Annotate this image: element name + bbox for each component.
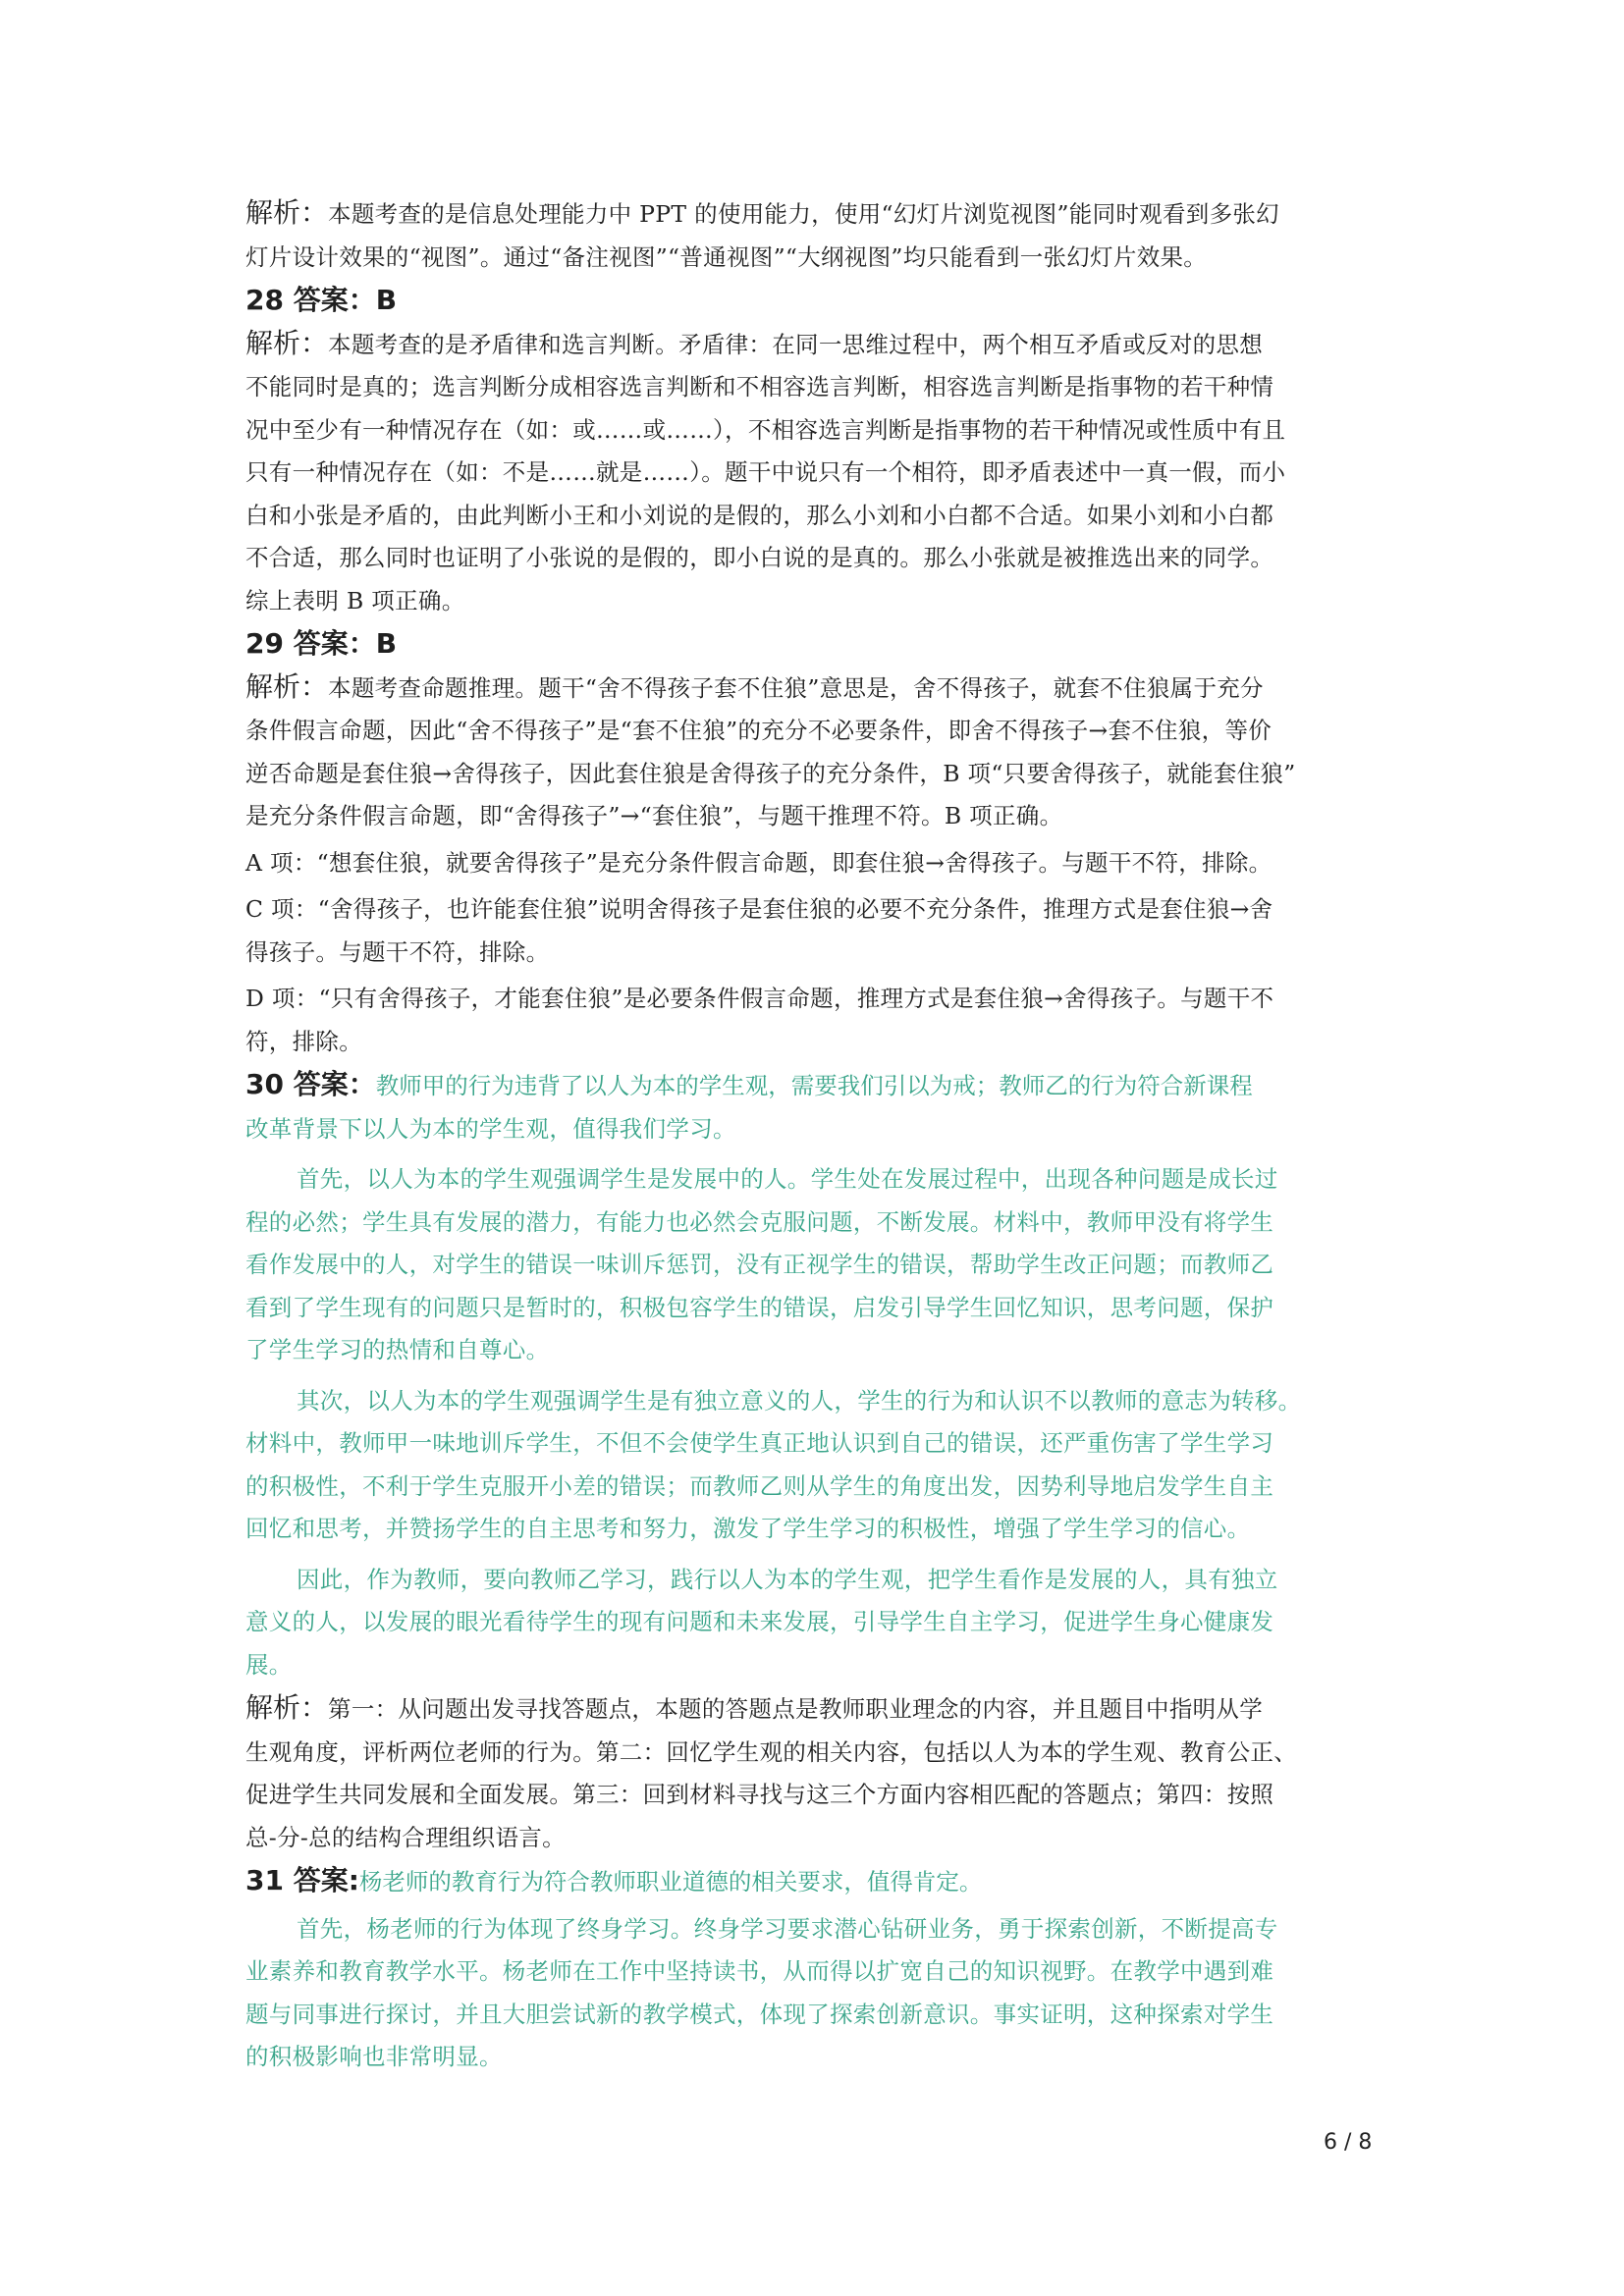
analysis-line: 总-分-总的结构合理组织语言。 — [245, 1823, 566, 1851]
q31-answer: 杨老师的教育行为符合教师职业道德的相关要求，值得肯定。 — [358, 1868, 983, 1896]
analysis-line: 不能同时是真的；选言判断分成相容选言判断和不相容选言判断，相容选言判断是指事物的若干种情 — [245, 373, 1274, 400]
analysis-line: 灯片设计效果的“视图”。通过“备注视图”“普通视图”“大纲视图”均只能看到一张幻灯片效果。 — [245, 242, 1208, 271]
q31-block — [245, 1859, 1380, 2079]
analysis-line: 不合适，那么同时也证明了小张说的是假的，即小白说的是真的。那么小张就是被推选出来的同学。 — [245, 544, 1274, 571]
answer-line: 的积极性，不利于学生克服开小差的错误；而教师乙则从学生的角度出发，因势利导地启发学生自主 — [245, 1471, 1274, 1500]
answer-line: 业素养和教育教学水平。杨老师在工作中坚持读书，从而得以扩宽自己的知识视野。在教学中遇到难 — [245, 1957, 1274, 1985]
analysis-line: 促进学生共同发展和全面发展。第三：回到材料寻找与这三个方面内容相匹配的答题点；第四：按照 — [245, 1781, 1274, 1808]
analysis-line: 是充分条件假言命题，即“舍得孩子”→“套住狼”，与题干推理不符。B 项正确。 — [245, 802, 1063, 829]
analysis-line: 综上表明 B 项正确。 — [245, 586, 465, 614]
q30-paragraph-3 — [245, 1559, 1380, 1687]
document-page — [245, 191, 1380, 2079]
answer-line: 的积极影响也非常明显。 — [245, 2043, 503, 2070]
analysis-line: 白和小张是矛盾的，由此判断小王和小刘说的是假的，那么小刘和小白都不合适。如果小刘和小白都 — [245, 501, 1274, 529]
option-d-line: D 项：“只有舍得孩子，才能套住狼”是必要条件假言命题，推理方式是套住狼→舍得孩子。与题干不 — [245, 985, 1274, 1012]
q30-heading: 30 答案：教师甲的行为违背了以人为本的学生观，需要我们引以为戒；教师乙的行为符合新课程 — [245, 1068, 1253, 1100]
q31-paragraph — [245, 1908, 1380, 2079]
analysis-line: 解析：第一：从问题出发寻找答题点，本题的答题点是教师职业理念的内容，并且题目中指明从学 — [245, 1691, 1264, 1724]
analysis-line: 只有一种情况存在（如：不是……就是……）。题干中说只有一个相符，即矛盾表述中一真一假，而小 — [245, 458, 1286, 486]
answer-line: 回忆和思考，并赞扬学生的自主思考和努力，激发了学生学习的积极性，增强了学生学习的信心。 — [245, 1515, 1251, 1542]
q27-analysis — [245, 191, 1380, 279]
answer-line: 题与同事进行探讨，并且大胆尝试新的教学模式，体现了探索创新意识。事实证明，这种探索对学生 — [245, 2000, 1274, 2028]
analysis-line: 逆否命题是套住狼→舍得孩子，因此套住狼是舍得孩子的充分条件，B 项“只要舍得孩子，就能套住狼” — [245, 759, 1296, 787]
answer-line: 因此，作为教师，要向教师乙学习，践行以人为本的学生观，把学生看作是发展的人，具有独立 — [297, 1565, 1278, 1593]
q31-heading: 31 答案:杨老师的教育行为符合教师职业道德的相关要求，值得肯定。 — [245, 1864, 983, 1896]
answer-line: 材料中，教师甲一味地训斥学生，不但不会使学生真正地认识到自己的错误，还严重伤害了学生学习 — [245, 1429, 1274, 1457]
analysis-line: 况中至少有一种情况存在（如：或……或……），不相容选言判断是指事物的若干种情况或性质中有且 — [245, 415, 1286, 444]
option-c-line: 得孩子。与题干不符，排除。 — [245, 937, 550, 966]
q30-paragraph-1 — [245, 1158, 1380, 1372]
analysis-label: 解析： — [245, 669, 329, 703]
analysis-line: 生观角度，评析两位老师的行为。第二：回忆学生观的相关内容，包括以人为本的学生观、教育公正、 — [245, 1737, 1297, 1766]
option-c-line: C 项：“舍得孩子，也许能套住狼”说明舍得孩子是套住狼的必要不充分条件，推理方式是套住狼→舍 — [245, 895, 1273, 923]
answer-line: 看作发展中的人，对学生的错误一味训斥惩罚，没有正视学生的错误，帮助学生改正问题；而教师乙 — [245, 1251, 1274, 1278]
q28-block — [245, 279, 1380, 622]
answer-line: 展。 — [245, 1650, 293, 1679]
q29-heading: 29 答案：B — [245, 627, 398, 660]
q28-heading: 28 答案：B — [245, 284, 398, 316]
q29-block — [245, 622, 1380, 1063]
analysis-line: 解析：本题考查命题推理。题干“舍不得孩子套不住狼”意思是，舍不得孩子，就套不住狼属于充分 — [245, 669, 1264, 703]
analysis-line: 解析：本题考查的是矛盾律和选言判断。矛盾律：在同一思维过程中，两个相互矛盾或反对的思想 — [245, 326, 1264, 359]
answer-line: 首先，以人为本的学生观强调学生是发展中的人。学生处在发展过程中，出现各种问题是成长过 — [297, 1165, 1278, 1193]
analysis-line: 条件假言命题，因此“舍不得孩子”是“套不住狼”的充分不必要条件，即舍不得孩子→套不住狼，等价 — [245, 717, 1272, 744]
q30-block — [245, 1063, 1380, 1859]
answer-line: 其次，以人为本的学生观强调学生是有独立意义的人，学生的行为和认识不以教师的意志为转移。 — [297, 1386, 1302, 1415]
analysis-label: 解析： — [245, 196, 329, 229]
analysis-label: 解析： — [245, 326, 329, 359]
answer-line: 程的必然；学生具有发展的潜力，有能力也必然会克服问题，不断发展。材料中，教师甲没有将学生 — [245, 1207, 1274, 1236]
q30-paragraph-2 — [245, 1380, 1380, 1551]
q30-answer-line: 改革背景下以人为本的学生观，值得我们学习。 — [245, 1114, 736, 1143]
answer-line: 了学生学习的热情和自尊心。 — [245, 1336, 550, 1363]
q30-answer: 教师甲的行为违背了以人为本的学生观，需要我们引以为戒；教师乙的行为符合新课程 — [375, 1072, 1253, 1099]
option-d-line: 符，排除。 — [245, 1027, 362, 1055]
analysis-line: 解析：本题考查的是信息处理能力中 PPT 的使用能力，使用“幻灯片浏览视图”能同时观看到多张幻 — [245, 196, 1279, 229]
q30-analysis — [245, 1686, 1380, 1859]
analysis-label: 解析： — [245, 1691, 329, 1724]
answer-line: 意义的人，以发展的眼光看待学生的现有问题和未来发展，引导学生自主学习，促进学生身心健康发 — [245, 1608, 1274, 1635]
page-number: 6 / 8 — [1324, 2130, 1373, 2155]
answer-line: 首先，杨老师的行为体现了终身学习。终身学习要求潜心钻研业务，勇于探索创新，不断提高专 — [297, 1914, 1278, 1943]
answer-line: 看到了学生现有的问题只是暂时的，积极包容学生的错误，启发引导学生回忆知识，思考问题，保护 — [245, 1293, 1274, 1321]
option-a-line: A 项：“想套住狼，就要舍得孩子”是充分条件假言命题，即套住狼→舍得孩子。与题干不符，排除。 — [245, 848, 1272, 877]
